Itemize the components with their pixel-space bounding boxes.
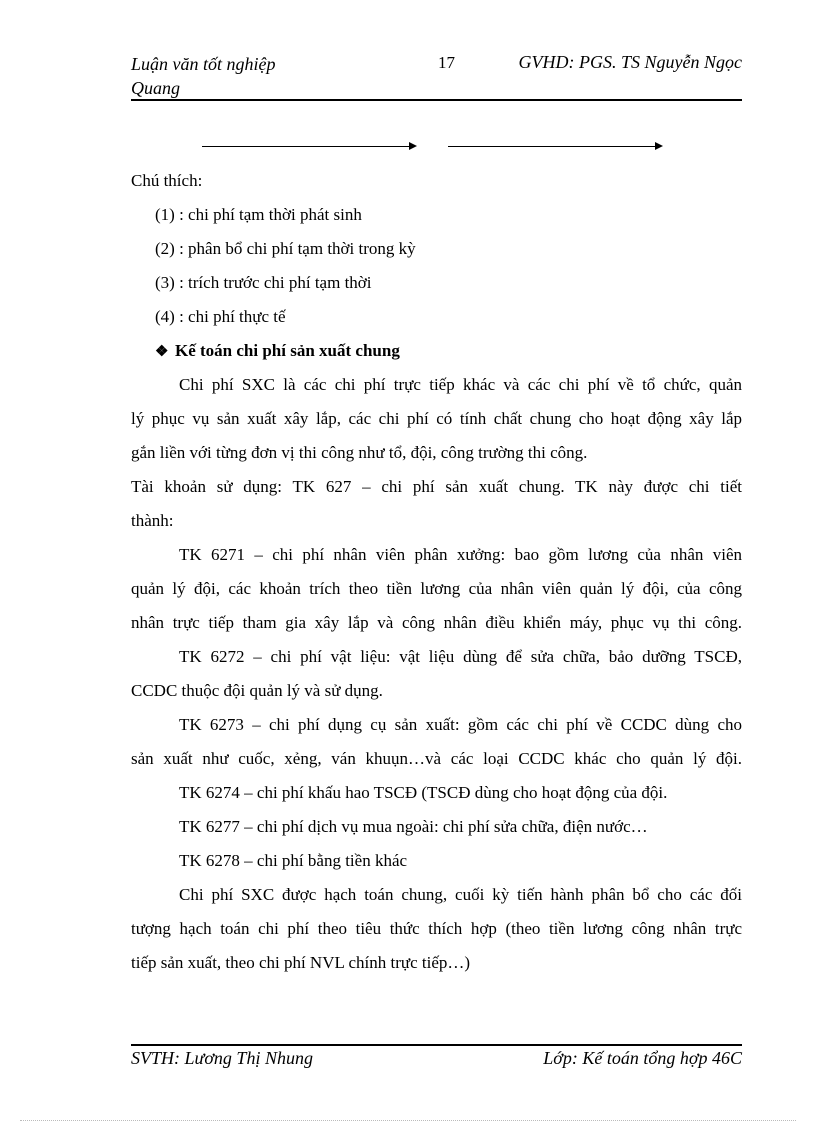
- legend-item-3: (3) : trích trước chi phí tạm thời: [155, 273, 372, 292]
- footer-class: Lớp: Kế toán tổng hợp 46C: [543, 1048, 742, 1068]
- section-heading: [131, 334, 742, 368]
- legend-item-1: (1) : chi phí tạm thời phát sinh: [155, 205, 362, 224]
- paragraph-3-line-3: nhân trực tiếp tham gia xây lắp và công nhân điều khiển máy, phục vụ thi công.: [131, 613, 742, 632]
- legend-title: Chú thích:: [131, 171, 203, 190]
- page-bottom-dotted-edge: [20, 1120, 796, 1121]
- page-number: 17: [438, 53, 455, 72]
- paragraph-6: TK 6274 – chi phí khấu hao TSCĐ (TSCĐ dùng cho hoạt động của đội.: [179, 783, 668, 802]
- diagram-arrow-1: [202, 146, 414, 147]
- paragraph-9-line-2: tượng hạch toán chi phí theo tiêu thức thích hợp (theo tiền lương công nhân trực: [131, 919, 742, 938]
- diamond-bullet-icon: ❖: [155, 344, 169, 360]
- page-header: [131, 52, 742, 100]
- legend-item-4: (4) : chi phí thực tế: [155, 307, 286, 326]
- paragraph-1-line-1: Chi phí SXC là các chi phí trực tiếp khác và các chi phí về tổ chức, quản: [179, 375, 742, 394]
- header-left-line2: Quang: [131, 78, 180, 98]
- paragraph-2-line-1: Tài khoản sử dụng: TK 627 – chi phí sản xuất chung. TK này được chi tiết: [131, 477, 742, 496]
- paragraph-1-line-3: gắn liền với từng đơn vị thi công như tổ, đội, công trường thi công.: [131, 443, 588, 462]
- paragraph-9-line-3: tiếp sản xuất, theo chi phí NVL chính trực tiếp…): [131, 953, 471, 972]
- diagram-arrow-2: [448, 146, 660, 147]
- header-left-line1: Luận văn tốt nghiệp: [131, 54, 276, 74]
- header-advisor: GVHD: PGS. TS Nguyễn Ngọc: [518, 52, 742, 72]
- paragraph-8: TK 6278 – chi phí bằng tiền khác: [179, 851, 408, 870]
- paragraph-5-line-1: TK 6273 – chi phí dụng cụ sản xuất: gồm các chi phí về CCDC dùng cho: [179, 715, 742, 734]
- paragraph-5-line-2: sản xuất như cuốc, xẻng, ván khuụn…và các loại CCDC khác cho quản lý đội.: [131, 749, 742, 768]
- paragraph-9-line-1: Chi phí SXC được hạch toán chung, cuối kỳ tiến hành phân bổ cho các đối: [179, 885, 742, 904]
- header-rule: [131, 99, 742, 101]
- footer-rule: [131, 1044, 742, 1046]
- section-heading-text: Kế toán chi phí sản xuất chung: [175, 341, 400, 360]
- paragraph-1-line-2: lý phục vụ sản xuất xây lắp, các chi phí có tính chất chung cho hoạt động xây lắp: [131, 409, 742, 428]
- paragraph-3-line-1: TK 6271 – chi phí nhân viên phân xưởng: bao gồm lương của nhân viên: [179, 545, 742, 564]
- document-body: [131, 164, 742, 980]
- paragraph-4-line-1: TK 6272 – chi phí vật liệu: vật liệu dùng để sửa chữa, bảo dưỡng TSCĐ,: [179, 647, 742, 666]
- paragraph-4-line-2: CCDC thuộc đội quản lý và sử dụng.: [131, 681, 383, 700]
- legend-item-2: (2) : phân bổ chi phí tạm thời trong kỳ: [155, 239, 416, 258]
- paragraph-3-line-2: quản lý đội, các khoản trích theo tiền lương của nhân viên quản lý đội, của công: [131, 579, 742, 598]
- paragraph-7: TK 6277 – chi phí dịch vụ mua ngoài: chi phí sửa chữa, điện nước…: [179, 817, 648, 836]
- paragraph-2-line-2: thành:: [131, 511, 174, 530]
- footer-student: SVTH: Lương Thị Nhung: [131, 1048, 313, 1068]
- header-thesis-label: [131, 52, 276, 100]
